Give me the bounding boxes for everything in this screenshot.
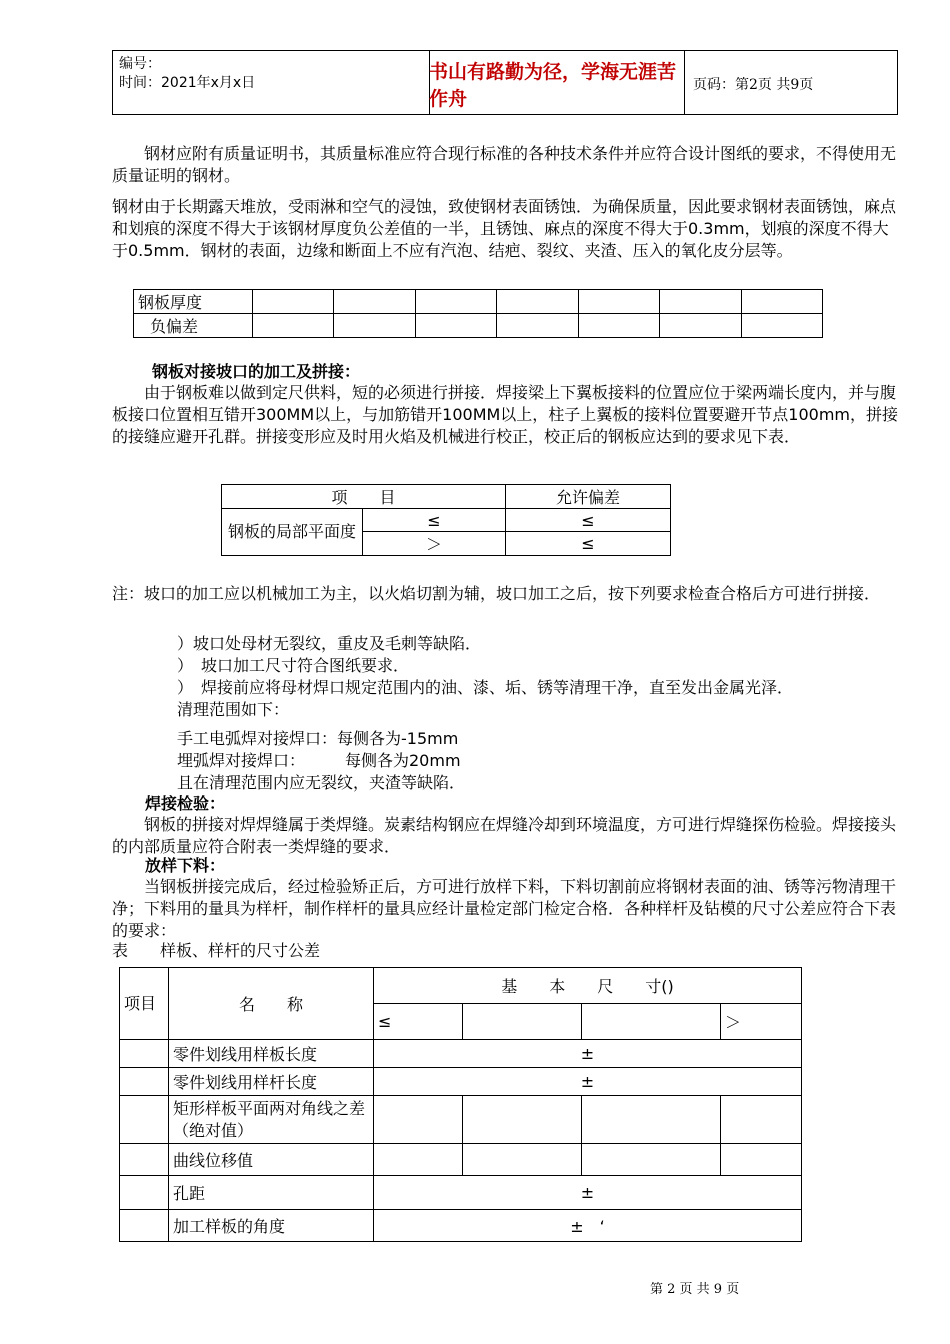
table3-caption: 表 样板、样杆的尺寸公差 (112, 941, 321, 960)
plate-thickness-table (133, 289, 823, 338)
paragraph-corrosion: 钢材由于长期露天堆放，受雨淋和空气的浸蚀，致使钢材表面锈蚀．为确保质量，因此要求钢材表面锈蚀，麻点和划痕的深度不得大于该钢材厚度负公差值的一半，且锈蚀、麻点的深度不得大于0.3mm，划痕的深度不得大于0.5mm．钢材的表面，边缘和断面上不应有汽泡、结疤、裂纹、夹渣、压入的氧化皮分层等。 (112, 197, 897, 260)
section-title-layout-cutting: 放样下料： (145, 856, 226, 875)
list-item: ） 坡口加工尺寸符合图纸要求． (177, 656, 410, 675)
paragraph-weld-inspection: 钢板的拼接对焊焊缝属于类焊缝。炭素结构钢应在焊缝冷却到环境温度，方可进行焊缝探伤检验。焊接接头的内部质量应符合附表一类焊缝的要求． (112, 815, 897, 856)
table3-row-value: ± (374, 1176, 802, 1210)
header-motto: 书山有路勤为径，学海无涯苦作舟 (429, 60, 677, 110)
table2-cell: ＞ (363, 532, 506, 556)
paragraph-quality-certificate: 钢材应附有质量证明书，其质量标准应符合现行标准的各种技术条件并应符合设计图纸的要求，不得使用无质量证明的钢材。 (112, 144, 897, 185)
table3-sub-le: ≤ (374, 1004, 463, 1040)
table3-row-value: ± (374, 1040, 802, 1068)
page-footer: 第 2 页 共 9 页 (650, 1282, 740, 1297)
table3-row-name: 零件划线用样杆长度 (169, 1068, 374, 1096)
table3-row-name: 零件划线用样板长度 (169, 1040, 374, 1068)
table3-row-value: ± ‘ (374, 1210, 802, 1242)
clean-range-submerged: 埋弧焊对接焊口： 每侧各为20mm (177, 751, 461, 770)
list-item: 清理范围如下： (177, 700, 290, 719)
section-title-weld-inspection: 焊接检验： (145, 794, 226, 813)
table2-cell: ≤ (506, 532, 671, 556)
table2-item-flatness: 钢板的局部平面度 (222, 509, 363, 556)
list-item: ）坡口处母材无裂纹，重皮及毛刺等缺陷． (177, 634, 482, 653)
flatness-table (221, 484, 671, 556)
cell-plate-thickness: 钢板厚度 (134, 290, 253, 314)
table3-header-item: 项目 (120, 968, 169, 1040)
paragraph-note: 注：坡口的加工应以机械加工为主，以火焰切割为辅，坡口加工之后，按下列要求检查合格后方可进行拼接． (112, 584, 881, 603)
table3-row-name: 矩形样板平面两对角线之差（绝对值） (169, 1096, 374, 1144)
clean-range-manual: 手工电弧焊对接焊口：每侧各为-15mm (177, 729, 459, 748)
template-tolerance-table (119, 967, 802, 1242)
page-header (112, 50, 898, 115)
table2-header-deviation: 允许偏差 (506, 485, 671, 509)
paragraph-splicing: 由于钢板难以做到定尺供料，短的必须进行拼接．焊接梁上下翼板接料的位置应位于梁两端长度内，并与腹板接口位置相互错开300MM以上，与加筋错开100MM以上，柱子上翼板的接料位置要避开节点100mm，拼接的接缝应避开孔群。拼接变形应及时用火焰及机械进行校正，校正后的钢板应达到的要求见下表． (112, 383, 899, 446)
cell-negative-deviation: 负偏差 (134, 314, 253, 338)
table3-row-value: ± (374, 1068, 802, 1096)
list-item: ） 焊接前应将母材焊口规定范围内的油、漆、垢、锈等清理干净，直至发出金属光泽． (177, 678, 794, 697)
document-time: 时间：2021年x月x日 (119, 75, 256, 91)
table3-row-name: 曲线位移值 (169, 1144, 374, 1176)
table2-header-item: 项 目 (222, 485, 506, 509)
table2-cell: ≤ (506, 509, 671, 532)
table3-row-name: 孔距 (169, 1176, 374, 1210)
table3-sub-gt: ＞ (721, 1004, 802, 1040)
table3-header-basic-size: 基 本 尺 寸() (374, 968, 802, 1004)
table3-row-name: 加工样板的角度 (169, 1210, 374, 1242)
table2-cell: ≤ (363, 509, 506, 532)
clean-range-note: 且在清理范围内应无裂纹，夹渣等缺陷． (177, 773, 466, 792)
header-page-number: 页码：第2页 共9页 (693, 76, 814, 93)
header-left (119, 55, 255, 93)
paragraph-layout-cutting: 当钢板拼接完成后，经过检验矫正后，方可进行放样下料，下料切割前应将钢材表面的油、锈等污物清理干净；下料用的量具为样杆，制作样杆的量具应经计量检定部门检定合格．各种样杆及钻模的尺寸公差应符合下表的要求： (112, 877, 897, 940)
table3-header-name: 名 称 (169, 968, 374, 1040)
section-title-splicing: 钢板对接坡口的加工及拼接： (152, 362, 361, 381)
document-number: 编号： (119, 56, 161, 72)
header-divider (684, 51, 685, 114)
